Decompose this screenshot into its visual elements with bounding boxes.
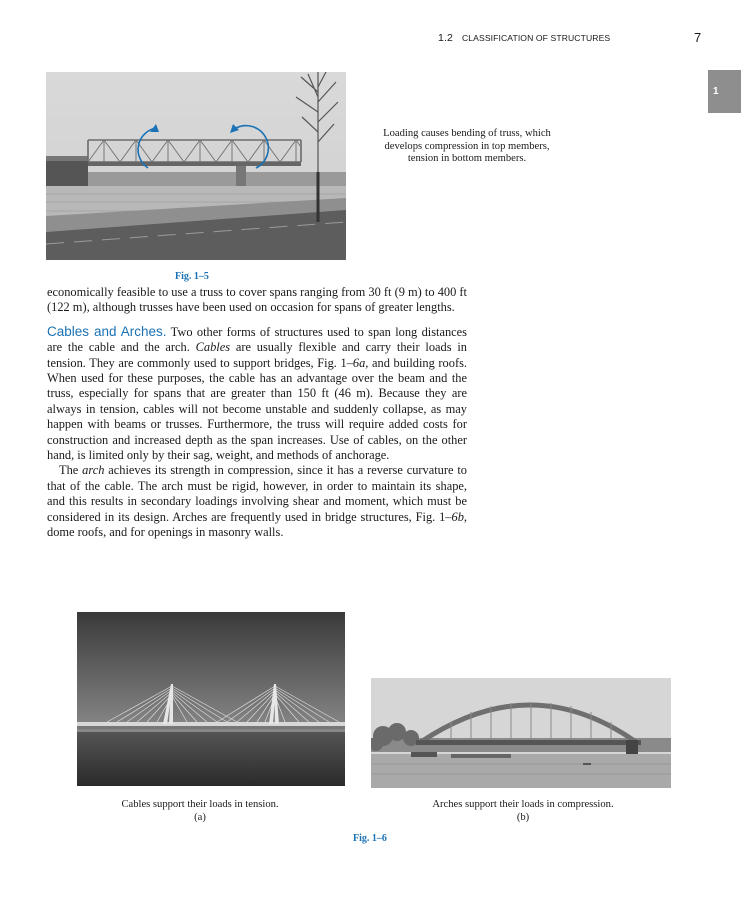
arch-text-2: achieves its strength in compression, since it has a reverse curvature to that of the cable. The arch must be rigid, however, in order to maintain its shape, and this results in secondary loadings involving shear and moment, which must be considered in its design. Arches are frequently used in bridge structures, Fig. 1– [47,463,467,524]
truss-bridge-photo [46,72,346,260]
cables-text-1: Two other forms of structures used to span long distances are the cable and the arch. [47,324,467,355]
cables-arches-heading: Cables and Arches. [47,323,167,339]
cables-term: Cables [195,340,231,355]
section-title: CLASSIFICATION OF STRUCTURES [461,33,611,43]
body-text [47,285,467,541]
fig-ref-6b: 6b [451,509,464,524]
chapter-tab [708,70,741,113]
page-number: 7 [694,30,702,45]
section-heading [438,32,610,44]
fig6b-sublabel: (b) [516,811,530,823]
fig5-label: Fig. 1–5 [175,271,209,282]
fig5-caption: Loading causes bending of truss, which develops compression in top members, tension in bottom members. [383,128,551,164]
fig6a-caption [95,799,305,824]
arch-term: arch [82,463,105,478]
fig6a-caption-text: Cables support their loads in tension. [121,799,279,810]
arch-bridge-photo [371,678,671,788]
arch-text-3: , dome roofs, and for openings in masonry walls. [47,509,467,540]
chapter-tab-number: 1 [713,86,719,97]
running-header [0,30,741,48]
arch-text-1: The [59,463,83,478]
paragraph-arch [47,463,467,540]
cable-bridge-photo [77,612,345,786]
fig-ref-6a: 6a [352,355,366,370]
fig6a-sublabel: (a) [194,811,206,823]
section-number: 1.2 [438,32,453,44]
paragraph-truss-spans: economically feasible to use a truss to cover spans ranging from 30 ft (9 m) to 400 ft (122 m), although trusses have been used on occasion for spans of greater lengths. [47,285,467,315]
cables-text-3: , and building roofs. When used for these purposes, the cable has an advantage over the beam and the truss, especially for spans that are greater than 150 ft (46 m). Because they are always in tension, cables will not become unstable and suddenly collapse, as may happen with beams or trusses. Furthermore, the truss will require added costs for construction and increased depth as the span increases. Use of cables, on the other hand, is limited only by their sag, weight, and methods of anchorage. [47,355,467,463]
cables-text-2: are usually flexible and carry their loads in tension. They are commonly used to support bridges, Fig. 1– [47,340,467,370]
fig6-label: Fig. 1–6 [353,833,387,844]
fig6b-caption-text: Arches support their loads in compression. [432,799,614,810]
fig6b-caption [398,799,648,824]
paragraph-cables [47,324,467,464]
